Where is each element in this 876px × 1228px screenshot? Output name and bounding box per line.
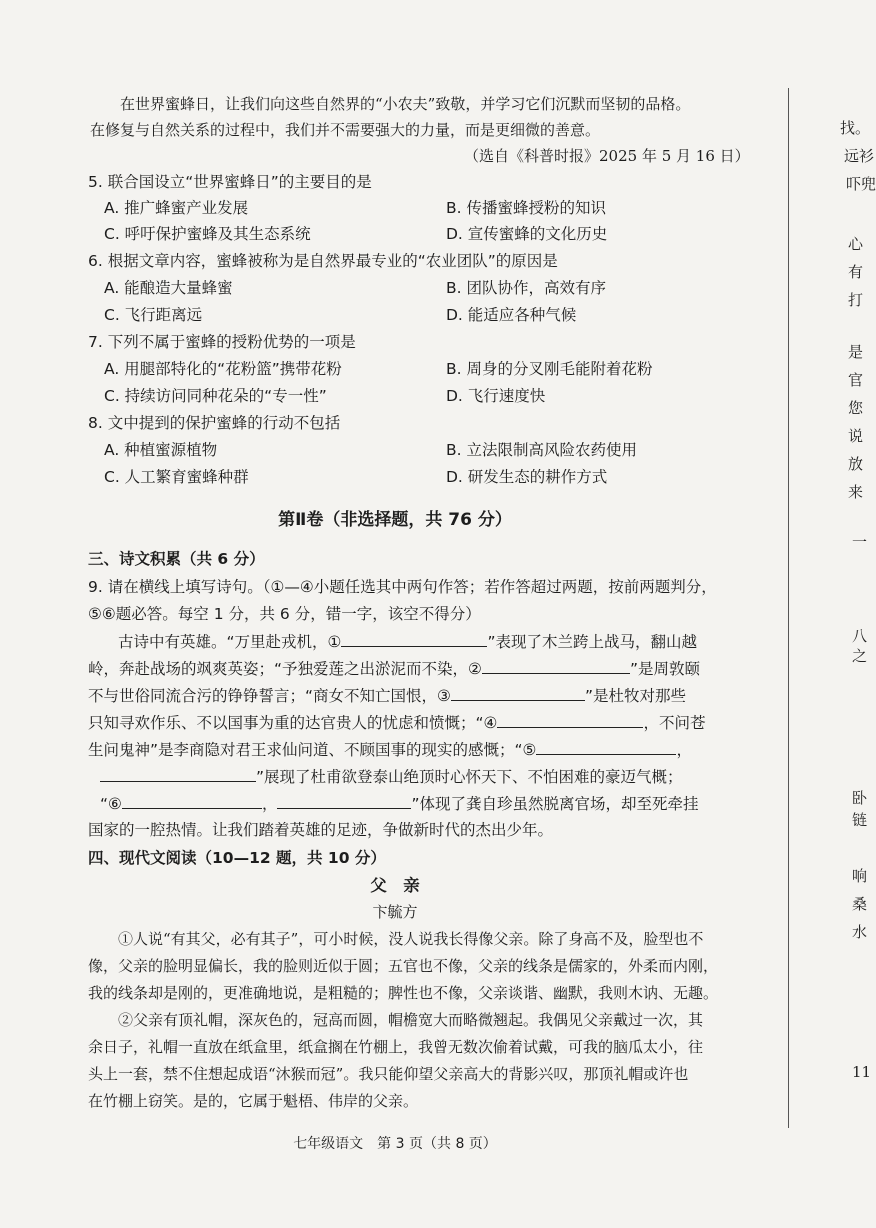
article-line: 我的线条却是刚的，更准确地说，是粗糙的；脾性也不像，父亲谈谐、幽默，我则木讷、无趣。 [88,984,719,1002]
passage-source: （选自《科普时报》2025 年 5 月 16 日） [464,147,750,165]
fill-text: ， [676,741,692,759]
fill-line [100,793,699,814]
edge-text: 有 [848,263,864,281]
fill-text: ”是杜牧对那些 [584,687,686,705]
article-line: ①人说“有其父，必有其子”，可小时候，没人说我长得像父亲。除了身高不及，脸型也不 [118,930,704,948]
fill-text: 只知寻欢作乐、不以国事为重的达官贵人的忧虑和愤慨；“④ [88,714,498,732]
fill-line [88,739,692,760]
option-a: A. 用腿部特化的“花粉篮”携带花粉 [104,360,342,378]
answer-blank-5b[interactable] [100,766,256,782]
option-c: C. 飞行距离远 [104,306,203,324]
answer-blank-6b[interactable] [277,793,411,809]
option-a: A. 种植蜜源植物 [104,441,218,459]
page-footer: 七年级语文 第 3 页（共 8 页） [293,1136,497,1152]
question-stem: 7. 下列不属于蜜蜂的授粉优势的一项是 [88,333,356,351]
fill-text: ， [261,795,278,813]
edge-text: 说 [848,427,864,445]
answer-blank-3[interactable] [451,685,585,701]
edge-text: 放 [848,455,864,473]
section-heading: 三、诗文积累（共 6 分） [88,550,265,568]
question-stem: ⑤⑥题必答。每空 1 分，共 6 分，错一字，该空不得分） [88,605,481,623]
option-b: B. 周身的分叉刚毛能附着花粉 [446,360,653,378]
question-stem: 9. 请在横线上填写诗句。（①—④小题任选其中两句作答；若作答超过两题，按前两题判分， [88,578,717,596]
edge-text: 远衫 [844,147,875,165]
option-b: B. 立法限制高风险农药使用 [446,441,637,459]
passage-line: 在世界蜜蜂日，让我们向这些自然界的“小农夫”致敬，并学习它们沉默而坚韧的品格。 [120,95,691,113]
fill-text: ”是周敦颐 [629,660,700,678]
edge-text: 八 [852,627,868,645]
edge-text: 卧 [852,789,868,807]
edge-text: 是 [848,343,864,361]
fill-line: 国家的一腔热情。让我们踏着英雄的足迹，争做新时代的杰出少年。 [88,821,554,839]
fill-text: ”表现了木兰跨上战马，翻山越 [487,633,697,651]
article-line: 像，父亲的脸明显偏长，我的脸则近似于圆；五官也不像，父亲的线条是儒家的，外柔而内刚， [88,957,719,975]
edge-text: 链 [852,811,868,829]
option-d: D. 飞行速度快 [446,387,546,405]
answer-blank-6a[interactable] [122,793,262,809]
edge-text: 打 [848,291,864,309]
fill-text: ，不问苍 [643,714,706,732]
option-a: A. 推广蜂蜜产业发展 [104,199,249,217]
fill-text: ”体现了龚自珍虽然脱离官场，却至死牵挂 [411,795,699,813]
edge-text: 之 [852,647,868,665]
answer-blank-2[interactable] [482,658,630,674]
article-line: ②父亲有顶礼帽，深灰色的，冠高而圆，帽檐宽大而略微翘起。我偶见父亲戴过一次，其 [118,1011,704,1029]
column-divider [788,88,789,1128]
fill-text: “⑥ [100,795,122,813]
question-stem: 5. 联合国设立“世界蜜蜂日”的主要目的是 [88,173,372,191]
fill-text: 生问鬼神”是李商隐对君王求仙问道、不顾国事的现实的感慨；“⑤ [88,741,537,759]
edge-text: 响 [852,867,868,885]
edge-text: 11 [852,1063,872,1081]
article-line: 余日子，礼帽一直放在纸盒里，纸盒搁在竹棚上，我曾无数次偷着试戴，可我的脑瓜太小，往 [88,1038,704,1056]
edge-text: 吓兜 [846,175,876,193]
edge-text: 您 [848,399,864,417]
edge-text: 来 [848,483,864,501]
article-title: 父 亲 [370,876,420,895]
part-title: 第Ⅱ卷（非选择题，共 76 分） [278,510,512,530]
option-d: D. 研发生态的耕作方式 [446,468,608,486]
option-d: D. 宣传蜜蜂的文化历史 [446,225,608,243]
edge-text: 官 [848,371,864,389]
edge-text: 心 [848,235,864,253]
question-stem: 8. 文中提到的保护蜜蜂的行动不包括 [88,414,341,432]
option-c: C. 持续访问同种花朵的“专一性” [104,387,327,405]
fill-line [100,766,683,787]
edge-text: 水 [852,923,868,941]
fill-text: 不与世俗同流合污的铮铮誓言；“商女不知亡国恨，③ [88,687,451,705]
option-b: B. 团队协作，高效有序 [446,279,606,297]
edge-text: 桑 [852,895,868,913]
option-c: C. 人工繁育蜜蜂种群 [104,468,249,486]
article-line: 头上一套，禁不住想起成语“沐猴而冠”。我只能仰望父亲高大的背影兴叹，那顶礼帽或许也 [88,1065,689,1083]
option-b: B. 传播蜜蜂授粉的知识 [446,199,606,217]
answer-blank-1[interactable] [341,631,487,647]
article-line: 在竹棚上窃笑。是的，它属于魁梧、伟岸的父亲。 [88,1092,419,1110]
option-d: D. 能适应各种气候 [446,306,577,324]
section-heading: 四、现代文阅读（10—12 题，共 10 分） [88,849,386,867]
fill-line [88,712,705,733]
passage-line: 在修复与自然关系的过程中，我们并不需要强大的力量，而是更细微的善意。 [90,121,601,139]
edge-text: 一 [852,533,868,551]
fill-line [88,685,686,706]
fill-text: 古诗中有英雄。“万里赴戎机，① [118,633,342,651]
question-stem: 6. 根据文章内容，蜜蜂被称为是自然界最专业的“农业团队”的原因是 [88,252,558,270]
fill-text: 岭，奔赴战场的飒爽英姿；“予独爱莲之出淤泥而不染，② [88,660,482,678]
option-a: A. 能酿造大量蜂蜜 [104,279,233,297]
fill-text: ”展现了杜甫欲登泰山绝顶时心怀天下、不怕困难的豪迈气概； [256,768,683,786]
fill-line [118,631,697,652]
article-author: 卞毓方 [372,903,418,921]
answer-blank-5a[interactable] [536,739,676,755]
edge-text: 找。 [840,119,871,137]
fill-line [88,658,700,679]
answer-blank-4[interactable] [497,712,643,728]
option-c: C. 呼吁保护蜜蜂及其生态系统 [104,225,311,243]
